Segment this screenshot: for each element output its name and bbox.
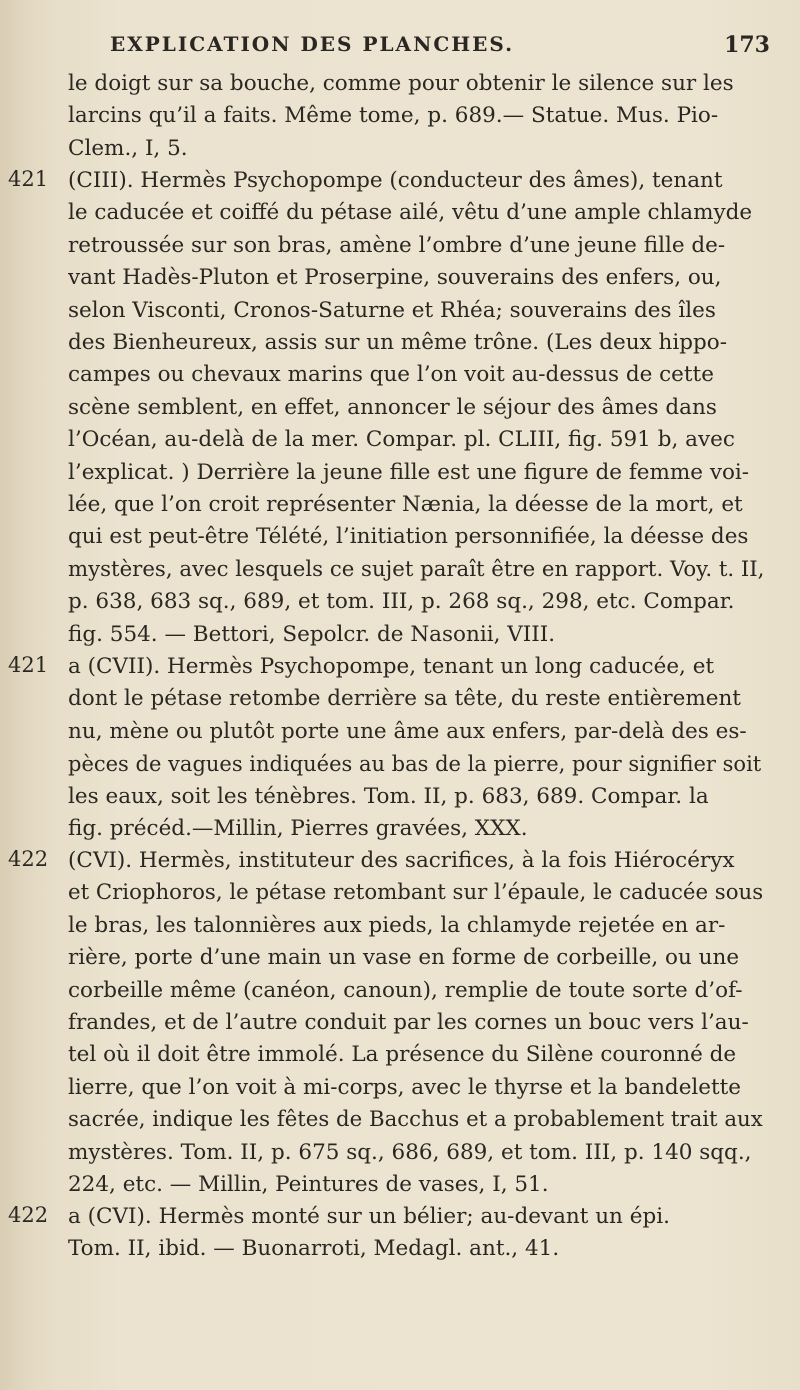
text-line: le caducée et coiffé du pétase ailé, vêtu d’une ample chlamyde — [68, 200, 753, 226]
running-header — [110, 32, 770, 62]
text-line: vant Hadès-Pluton et Proserpine, souverains des enfers, ou, — [68, 265, 722, 291]
text-line: selon Visconti, Cronos-Saturne et Rhéa; souverains des îles — [68, 297, 716, 323]
entry-number: 422 — [8, 1203, 49, 1227]
entry-number: 422 — [8, 847, 49, 871]
text-line: Clem., I, 5. — [68, 135, 188, 161]
entry-number: 421 — [8, 653, 49, 677]
header-title: EXPLICATION DES PLANCHES. — [110, 32, 515, 56]
page-number: 173 — [724, 32, 770, 58]
text-line: Tom. II, ibid. — Buonarroti, Medagl. ant., 41. — [68, 1236, 560, 1262]
text-line: mystères, avec lesquels ce sujet paraît être en rapport. Voy. t. II, — [68, 556, 765, 582]
text-line: frandes, et de l’autre conduit par les cornes un bouc vers l’au- — [68, 1010, 749, 1036]
text-line: 224, etc. — Millin, Peintures de vases, I, 51. — [68, 1172, 549, 1198]
text-line: fig. 554. — Bettori, Sepolcr. de Nasonii, VIII. — [68, 621, 556, 647]
text-line: le bras, les talonnières aux pieds, la chlamyde rejetée en ar- — [68, 912, 726, 938]
text-line: scène semblent, en effet, annoncer le séjour des âmes dans — [68, 394, 717, 420]
text-line: retroussée sur son bras, amène l’ombre d’une jeune fille de- — [68, 232, 726, 258]
text-line: sacrée, indique les fêtes de Bacchus et a probablement trait aux — [68, 1107, 763, 1133]
text-line: l’explicat. ) Derrière la jeune fille est une figure de femme voi- — [68, 459, 750, 485]
text-line: larcins qu’il a faits. Même tome, p. 689.— Statue. Mus. Pio- — [68, 103, 719, 129]
entry-number: 421 — [8, 167, 49, 191]
text-line: (CVI). Hermès, instituteur des sacrifices, à la fois Hiérocéryx — [68, 848, 735, 873]
text-line: et Criophoros, le pétase retombant sur l’épaule, le caducée sous — [68, 880, 764, 906]
text-line: fig. précéd.—Millin, Pierres gravées, XXX. — [68, 816, 528, 842]
text-line: lée, que l’on croit représenter Nænia, la déesse de la mort, et — [68, 492, 743, 518]
text-line: dont le pétase retombe derrière sa tête, du reste entièrement — [68, 686, 741, 712]
text-line: tel où il doit être immolé. La présence du Silène couronné de — [68, 1042, 737, 1068]
text-line: (CIII). Hermès Psychopompe (conducteur des âmes), tenant — [68, 168, 723, 193]
text-line: corbeille même (canéon, canoun), remplie de toute sorte d’of- — [68, 977, 743, 1003]
text-line: l’Océan, au-delà de la mer. Compar. pl. CLIII, fig. 591 b, avec — [68, 427, 735, 453]
text-line: lierre, que l’on voit à mi-corps, avec le thyrse et la bandelette — [68, 1074, 742, 1100]
text-line: p. 638, 683 sq., 689, et tom. III, p. 268 sq., 298, etc. Compar. — [68, 589, 735, 615]
text-line: campes ou chevaux marins que l’on voit au-dessus de cette — [68, 362, 714, 388]
text-line: des Bienheureux, assis sur un même trône. (Les deux hippo- — [68, 330, 727, 356]
text-line: pèces de vagues indiquées au bas de la pierre, pour signifier soit — [68, 752, 762, 777]
text-line: rière, porte d’une main un vase en forme de corbeille, ou une — [68, 945, 740, 971]
text-line: a (CVII). Hermès Psychopompe, tenant un long caducée, et — [68, 654, 715, 679]
text-line: les eaux, soit les ténèbres. Tom. II, p. 683, 689. Compar. la — [68, 783, 709, 809]
text-line: mystères. Tom. II, p. 675 sq., 686, 689, et tom. III, p. 140 sqq., — [68, 1139, 752, 1165]
text-line: nu, mène ou plutôt porte une âme aux enfers, par-delà des es- — [68, 718, 747, 744]
text-line: qui est peut-être Télété, l’initiation personnifiée, la déesse des — [68, 524, 749, 550]
text-line: a (CVI). Hermès monté sur un bélier; au-devant un épi. — [68, 1204, 670, 1229]
text-line: le doigt sur sa bouche, comme pour obtenir le silence sur les — [68, 71, 734, 96]
